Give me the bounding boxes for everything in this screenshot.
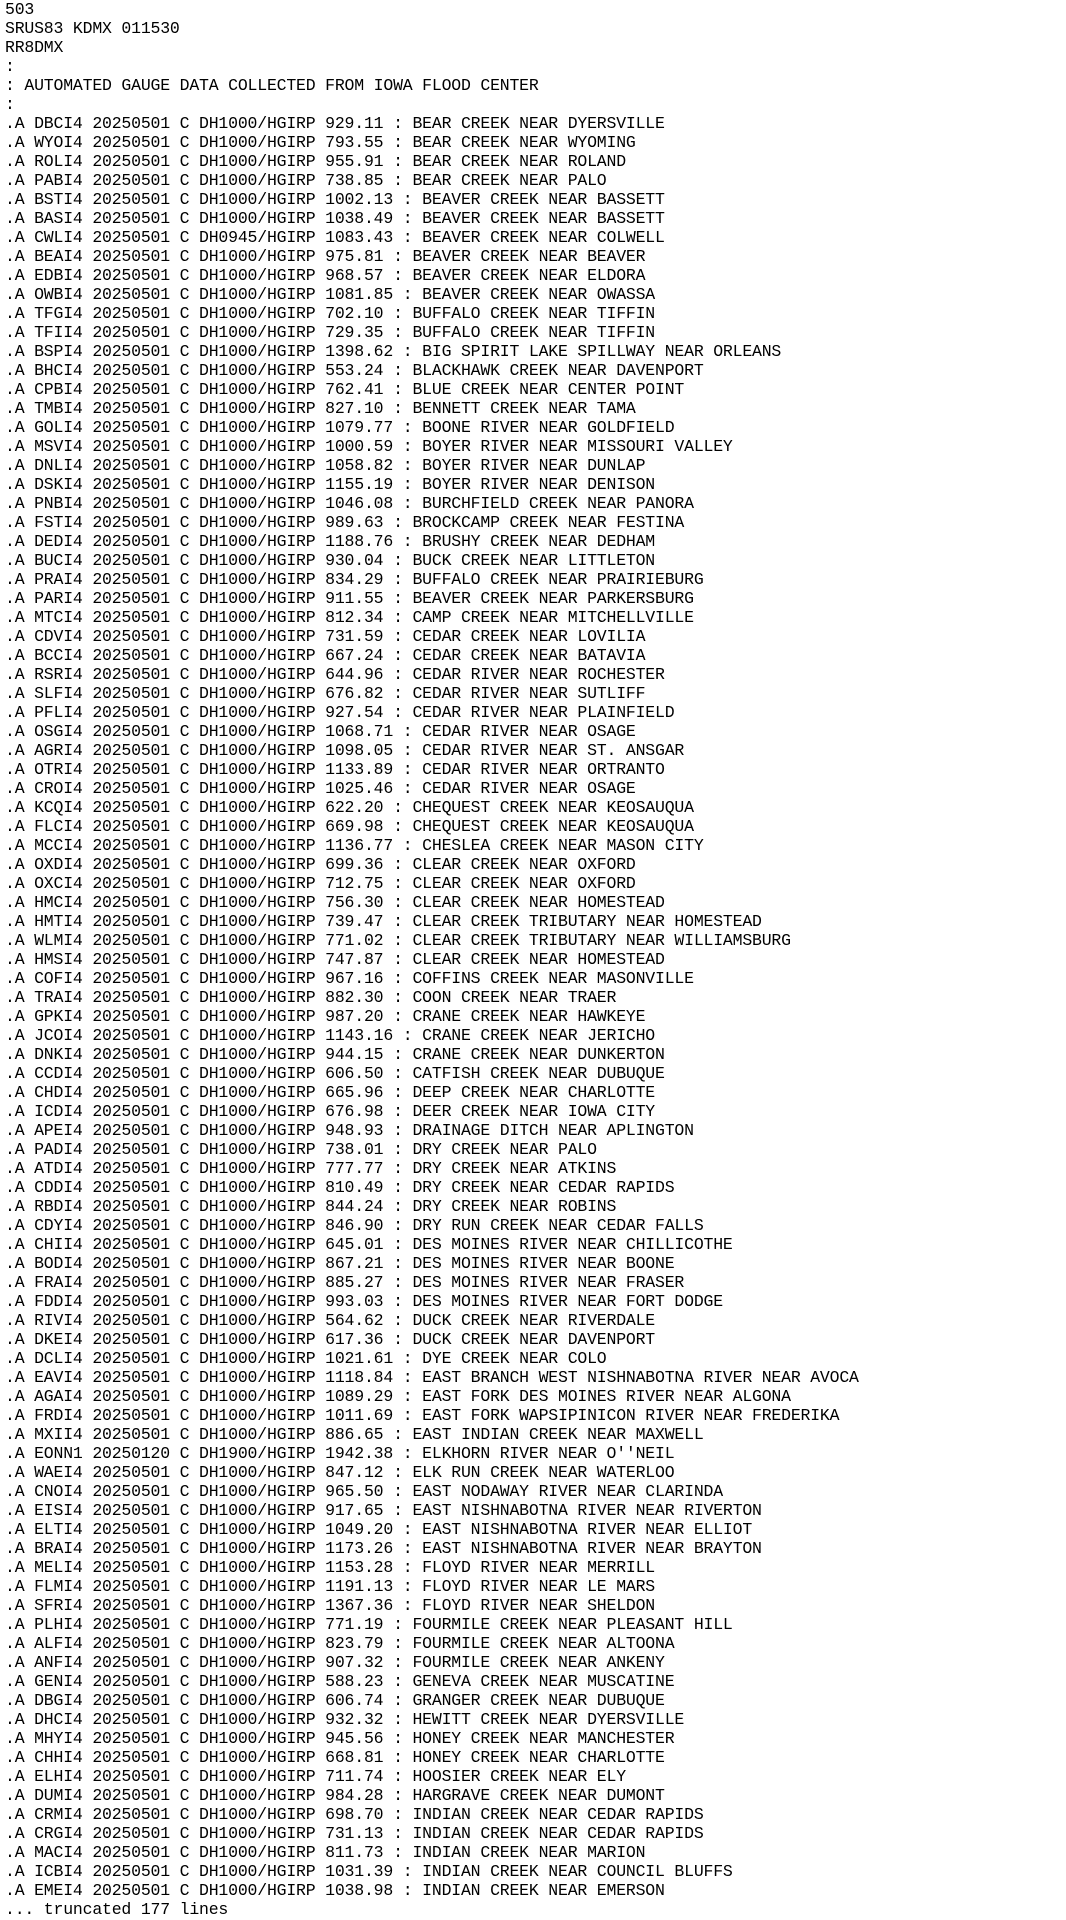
record-line: .A CDVI4 20250501 C DH1000/HGIRP 731.59 : CEDAR CREEK NEAR LOVILIA <box>5 627 646 646</box>
record-line: .A ALFI4 20250501 C DH1000/HGIRP 823.79 : FOURMILE CREEK NEAR ALTOONA <box>5 1634 675 1653</box>
record-line: .A RSRI4 20250501 C DH1000/HGIRP 644.96 : CEDAR RIVER NEAR ROCHESTER <box>5 665 665 684</box>
record-line: .A TMBI4 20250501 C DH1000/HGIRP 827.10 : BENNETT CREEK NEAR TAMA <box>5 399 636 418</box>
record-line: .A CNOI4 20250501 C DH1000/HGIRP 965.50 : EAST NODAWAY RIVER NEAR CLARINDA <box>5 1482 723 1501</box>
record-line: .A GENI4 20250501 C DH1000/HGIRP 588.23 : GENEVA CREEK NEAR MUSCATINE <box>5 1672 675 1691</box>
record-line: .A PADI4 20250501 C DH1000/HGIRP 738.01 : DRY CREEK NEAR PALO <box>5 1140 597 1159</box>
record-line: .A FDDI4 20250501 C DH1000/HGIRP 993.03 : DES MOINES RIVER NEAR FORT DODGE <box>5 1292 723 1311</box>
record-line: .A KCQI4 20250501 C DH1000/HGIRP 622.20 : CHEQUEST CREEK NEAR KEOSAUQUA <box>5 798 694 817</box>
record-line: .A DKEI4 20250501 C DH1000/HGIRP 617.36 : DUCK CREEK NEAR DAVENPORT <box>5 1330 656 1349</box>
record-line: .A DEDI4 20250501 C DH1000/HGIRP 1188.76 : BRUSHY CREEK NEAR DEDHAM <box>5 532 656 551</box>
record-line: .A EDBI4 20250501 C DH1000/HGIRP 968.57 : BEAVER CREEK NEAR ELDORA <box>5 266 646 285</box>
record-line: .A EONN1 20250120 C DH1900/HGIRP 1942.38 : ELKHORN RIVER NEAR O''NEIL <box>5 1444 675 1463</box>
record-line: .A CCDI4 20250501 C DH1000/HGIRP 606.50 : CATFISH CREEK NEAR DUBUQUE <box>5 1064 665 1083</box>
record-line: .A CRMI4 20250501 C DH1000/HGIRP 698.70 : INDIAN CREEK NEAR CEDAR RAPIDS <box>5 1805 704 1824</box>
record-line: .A FSTI4 20250501 C DH1000/HGIRP 989.63 : BROCKCAMP CREEK NEAR FESTINA <box>5 513 685 532</box>
record-line: .A MSVI4 20250501 C DH1000/HGIRP 1000.59 : BOYER RIVER NEAR MISSOURI VALLEY <box>5 437 733 456</box>
record-line: .A BCCI4 20250501 C DH1000/HGIRP 667.24 : CEDAR CREEK NEAR BATAVIA <box>5 646 646 665</box>
record-line: .A MCCI4 20250501 C DH1000/HGIRP 1136.77 : CHESLEA CREEK NEAR MASON CITY <box>5 836 704 855</box>
record-line: .A ROLI4 20250501 C DH1000/HGIRP 955.91 : BEAR CREEK NEAR ROLAND <box>5 152 626 171</box>
record-line: .A CRGI4 20250501 C DH1000/HGIRP 731.13 : INDIAN CREEK NEAR CEDAR RAPIDS <box>5 1824 704 1843</box>
record-line: .A MHYI4 20250501 C DH1000/HGIRP 945.56 : HONEY CREEK NEAR MANCHESTER <box>5 1729 675 1748</box>
record-line: .A BEAI4 20250501 C DH1000/HGIRP 975.81 : BEAVER CREEK NEAR BEAVER <box>5 247 646 266</box>
record-line: .A HMTI4 20250501 C DH1000/HGIRP 739.47 : CLEAR CREEK TRIBUTARY NEAR HOMESTEAD <box>5 912 762 931</box>
record-line: .A FRAI4 20250501 C DH1000/HGIRP 885.27 : DES MOINES RIVER NEAR FRASER <box>5 1273 685 1292</box>
record-line: .A DNKI4 20250501 C DH1000/HGIRP 944.15 : CRANE CREEK NEAR DUNKERTON <box>5 1045 665 1064</box>
record-line: .A ELTI4 20250501 C DH1000/HGIRP 1049.20 : EAST NISHNABOTNA RIVER NEAR ELLIOT <box>5 1520 753 1539</box>
record-line: .A OSGI4 20250501 C DH1000/HGIRP 1068.71 : CEDAR RIVER NEAR OSAGE <box>5 722 636 741</box>
record-line: .A OXCI4 20250501 C DH1000/HGIRP 712.75 : CLEAR CREEK NEAR OXFORD <box>5 874 636 893</box>
record-line: .A DBGI4 20250501 C DH1000/HGIRP 606.74 : GRANGER CREEK NEAR DUBUQUE <box>5 1691 665 1710</box>
header-line: RR8DMX <box>5 38 64 57</box>
record-line: .A ATDI4 20250501 C DH1000/HGIRP 777.77 : DRY CREEK NEAR ATKINS <box>5 1159 617 1178</box>
record-line: .A BASI4 20250501 C DH1000/HGIRP 1038.49 : BEAVER CREEK NEAR BASSETT <box>5 209 665 228</box>
record-line: .A ANFI4 20250501 C DH1000/HGIRP 907.32 : FOURMILE CREEK NEAR ANKENY <box>5 1653 665 1672</box>
record-line: .A DCLI4 20250501 C DH1000/HGIRP 1021.61 : DYE CREEK NEAR COLO <box>5 1349 607 1368</box>
record-line: .A EMEI4 20250501 C DH1000/HGIRP 1038.98 : INDIAN CREEK NEAR EMERSON <box>5 1881 665 1900</box>
record-line: .A MELI4 20250501 C DH1000/HGIRP 1153.28 : FLOYD RIVER NEAR MERRILL <box>5 1558 656 1577</box>
record-line: .A BODI4 20250501 C DH1000/HGIRP 867.21 : DES MOINES RIVER NEAR BOONE <box>5 1254 675 1273</box>
record-line: .A BUCI4 20250501 C DH1000/HGIRP 930.04 : BUCK CREEK NEAR LITTLETON <box>5 551 656 570</box>
record-line: .A CDDI4 20250501 C DH1000/HGIRP 810.49 : DRY CREEK NEAR CEDAR RAPIDS <box>5 1178 675 1197</box>
record-line: .A OXDI4 20250501 C DH1000/HGIRP 699.36 : CLEAR CREEK NEAR OXFORD <box>5 855 636 874</box>
record-line: .A PNBI4 20250501 C DH1000/HGIRP 1046.08 : BURCHFIELD CREEK NEAR PANORA <box>5 494 694 513</box>
record-line: .A PARI4 20250501 C DH1000/HGIRP 911.55 : BEAVER CREEK NEAR PARKERSBURG <box>5 589 694 608</box>
record-line: .A PRAI4 20250501 C DH1000/HGIRP 834.29 : BUFFALO CREEK NEAR PRAIRIEBURG <box>5 570 704 589</box>
record-line: .A CHHI4 20250501 C DH1000/HGIRP 668.81 : HONEY CREEK NEAR CHARLOTTE <box>5 1748 665 1767</box>
record-line: .A APEI4 20250501 C DH1000/HGIRP 948.93 : DRAINAGE DITCH NEAR APLINGTON <box>5 1121 694 1140</box>
record-line: .A PLHI4 20250501 C DH1000/HGIRP 771.19 : FOURMILE CREEK NEAR PLEASANT HILL <box>5 1615 733 1634</box>
record-line: .A DBCI4 20250501 C DH1000/HGIRP 929.11 : BEAR CREEK NEAR DYERSVILLE <box>5 114 665 133</box>
record-line: .A DUMI4 20250501 C DH1000/HGIRP 984.28 : HARGRAVE CREEK NEAR DUMONT <box>5 1786 665 1805</box>
record-line: .A RBDI4 20250501 C DH1000/HGIRP 844.24 : DRY CREEK NEAR ROBINS <box>5 1197 617 1216</box>
record-line: .A GOLI4 20250501 C DH1000/HGIRP 1079.77 : BOONE RIVER NEAR GOLDFIELD <box>5 418 675 437</box>
header-line: : <box>5 95 15 114</box>
record-line: .A MACI4 20250501 C DH1000/HGIRP 811.73 : INDIAN CREEK NEAR MARION <box>5 1843 646 1862</box>
record-line: .A BSTI4 20250501 C DH1000/HGIRP 1002.13 : BEAVER CREEK NEAR BASSETT <box>5 190 665 209</box>
record-line: .A CWLI4 20250501 C DH0945/HGIRP 1083.43 : BEAVER CREEK NEAR COLWELL <box>5 228 665 247</box>
record-line: .A JCOI4 20250501 C DH1000/HGIRP 1143.16 : CRANE CREEK NEAR JERICHO <box>5 1026 656 1045</box>
record-line: .A FRDI4 20250501 C DH1000/HGIRP 1011.69 : EAST FORK WAPSIPINICON RIVER NEAR FREDERIKA <box>5 1406 840 1425</box>
truncation-note: ... truncated 177 lines <box>5 1900 229 1919</box>
record-line: .A BSPI4 20250501 C DH1000/HGIRP 1398.62 : BIG SPIRIT LAKE SPILLWAY NEAR ORLEANS <box>5 342 782 361</box>
record-line: .A FLCI4 20250501 C DH1000/HGIRP 669.98 : CHEQUEST CREEK NEAR KEOSAUQUA <box>5 817 694 836</box>
record-line: .A MTCI4 20250501 C DH1000/HGIRP 812.34 : CAMP CREEK NEAR MITCHELLVILLE <box>5 608 694 627</box>
record-line: .A AGRI4 20250501 C DH1000/HGIRP 1098.05 : CEDAR RIVER NEAR ST. ANSGAR <box>5 741 685 760</box>
record-line: .A OWBI4 20250501 C DH1000/HGIRP 1081.85 : BEAVER CREEK NEAR OWASSA <box>5 285 656 304</box>
record-line: .A ICBI4 20250501 C DH1000/HGIRP 1031.39 : INDIAN CREEK NEAR COUNCIL BLUFFS <box>5 1862 733 1881</box>
record-line: .A ICDI4 20250501 C DH1000/HGIRP 676.98 : DEER CREEK NEAR IOWA CITY <box>5 1102 656 1121</box>
record-line: .A PABI4 20250501 C DH1000/HGIRP 738.85 : BEAR CREEK NEAR PALO <box>5 171 607 190</box>
record-line: .A ELHI4 20250501 C DH1000/HGIRP 711.74 : HOOSIER CREEK NEAR ELY <box>5 1767 626 1786</box>
record-line: .A PFLI4 20250501 C DH1000/HGIRP 927.54 : CEDAR RIVER NEAR PLAINFIELD <box>5 703 675 722</box>
record-line: .A SLFI4 20250501 C DH1000/HGIRP 676.82 : CEDAR RIVER NEAR SUTLIFF <box>5 684 646 703</box>
record-line: .A TRAI4 20250501 C DH1000/HGIRP 882.30 : COON CREEK NEAR TRAER <box>5 988 617 1007</box>
header-line: : <box>5 57 15 76</box>
record-line: .A GPKI4 20250501 C DH1000/HGIRP 987.20 : CRANE CREEK NEAR HAWKEYE <box>5 1007 646 1026</box>
record-line: .A SFRI4 20250501 C DH1000/HGIRP 1367.36 : FLOYD RIVER NEAR SHELDON <box>5 1596 656 1615</box>
record-line: .A RIVI4 20250501 C DH1000/HGIRP 564.62 : DUCK CREEK NEAR RIVERDALE <box>5 1311 656 1330</box>
record-line: .A WYOI4 20250501 C DH1000/HGIRP 793.55 : BEAR CREEK NEAR WYOMING <box>5 133 636 152</box>
record-line: .A TFII4 20250501 C DH1000/HGIRP 729.35 : BUFFALO CREEK NEAR TIFFIN <box>5 323 656 342</box>
record-line: .A HMCI4 20250501 C DH1000/HGIRP 756.30 : CLEAR CREEK NEAR HOMESTEAD <box>5 893 665 912</box>
record-line: .A BHCI4 20250501 C DH1000/HGIRP 553.24 : BLACKHAWK CREEK NEAR DAVENPORT <box>5 361 704 380</box>
record-line: .A AGAI4 20250501 C DH1000/HGIRP 1089.29 : EAST FORK DES MOINES RIVER NEAR ALGONA <box>5 1387 791 1406</box>
record-line: .A TFGI4 20250501 C DH1000/HGIRP 702.10 : BUFFALO CREEK NEAR TIFFIN <box>5 304 656 323</box>
record-line: .A DNLI4 20250501 C DH1000/HGIRP 1058.82 : BOYER RIVER NEAR DUNLAP <box>5 456 646 475</box>
record-line: .A EISI4 20250501 C DH1000/HGIRP 917.65 : EAST NISHNABOTNA RIVER NEAR RIVERTON <box>5 1501 762 1520</box>
record-line: .A CDYI4 20250501 C DH1000/HGIRP 846.90 : DRY RUN CREEK NEAR CEDAR FALLS <box>5 1216 704 1235</box>
record-line: .A DHCI4 20250501 C DH1000/HGIRP 932.32 : HEWITT CREEK NEAR DYERSVILLE <box>5 1710 685 1729</box>
record-line: .A CROI4 20250501 C DH1000/HGIRP 1025.46 : CEDAR RIVER NEAR OSAGE <box>5 779 636 798</box>
record-line: .A EAVI4 20250501 C DH1000/HGIRP 1118.84 : EAST BRANCH WEST NISHNABOTNA RIVER NEAR AVOCA <box>5 1368 859 1387</box>
record-line: .A WLMI4 20250501 C DH1000/HGIRP 771.02 : CLEAR CREEK TRIBUTARY NEAR WILLIAMSBURG <box>5 931 791 950</box>
record-line: .A CPBI4 20250501 C DH1000/HGIRP 762.41 : BLUE CREEK NEAR CENTER POINT <box>5 380 685 399</box>
header-line: SRUS83 KDMX 011530 <box>5 19 180 38</box>
record-line: .A WAEI4 20250501 C DH1000/HGIRP 847.12 : ELK RUN CREEK NEAR WATERLOO <box>5 1463 675 1482</box>
records-block <box>5 114 1066 1900</box>
record-line: .A OTRI4 20250501 C DH1000/HGIRP 1133.89 : CEDAR RIVER NEAR ORTRANTO <box>5 760 665 779</box>
header-line: 503 <box>5 0 35 19</box>
record-line: .A CHDI4 20250501 C DH1000/HGIRP 665.96 : DEEP CREEK NEAR CHARLOTTE <box>5 1083 656 1102</box>
record-line: .A MXII4 20250501 C DH1000/HGIRP 886.65 : EAST INDIAN CREEK NEAR MAXWELL <box>5 1425 704 1444</box>
record-line: .A COFI4 20250501 C DH1000/HGIRP 967.16 : COFFINS CREEK NEAR MASONVILLE <box>5 969 694 988</box>
record-line: .A BRAI4 20250501 C DH1000/HGIRP 1173.26 : EAST NISHNABOTNA RIVER NEAR BRAYTON <box>5 1539 762 1558</box>
record-line: .A CHII4 20250501 C DH1000/HGIRP 645.01 : DES MOINES RIVER NEAR CHILLICOTHE <box>5 1235 733 1254</box>
header-line: : AUTOMATED GAUGE DATA COLLECTED FROM IOWA FLOOD CENTER <box>5 76 539 95</box>
record-line: .A DSKI4 20250501 C DH1000/HGIRP 1155.19 : BOYER RIVER NEAR DENISON <box>5 475 656 494</box>
record-line: .A HMSI4 20250501 C DH1000/HGIRP 747.87 : CLEAR CREEK NEAR HOMESTEAD <box>5 950 665 969</box>
record-line: .A FLMI4 20250501 C DH1000/HGIRP 1191.13 : FLOYD RIVER NEAR LE MARS <box>5 1577 656 1596</box>
